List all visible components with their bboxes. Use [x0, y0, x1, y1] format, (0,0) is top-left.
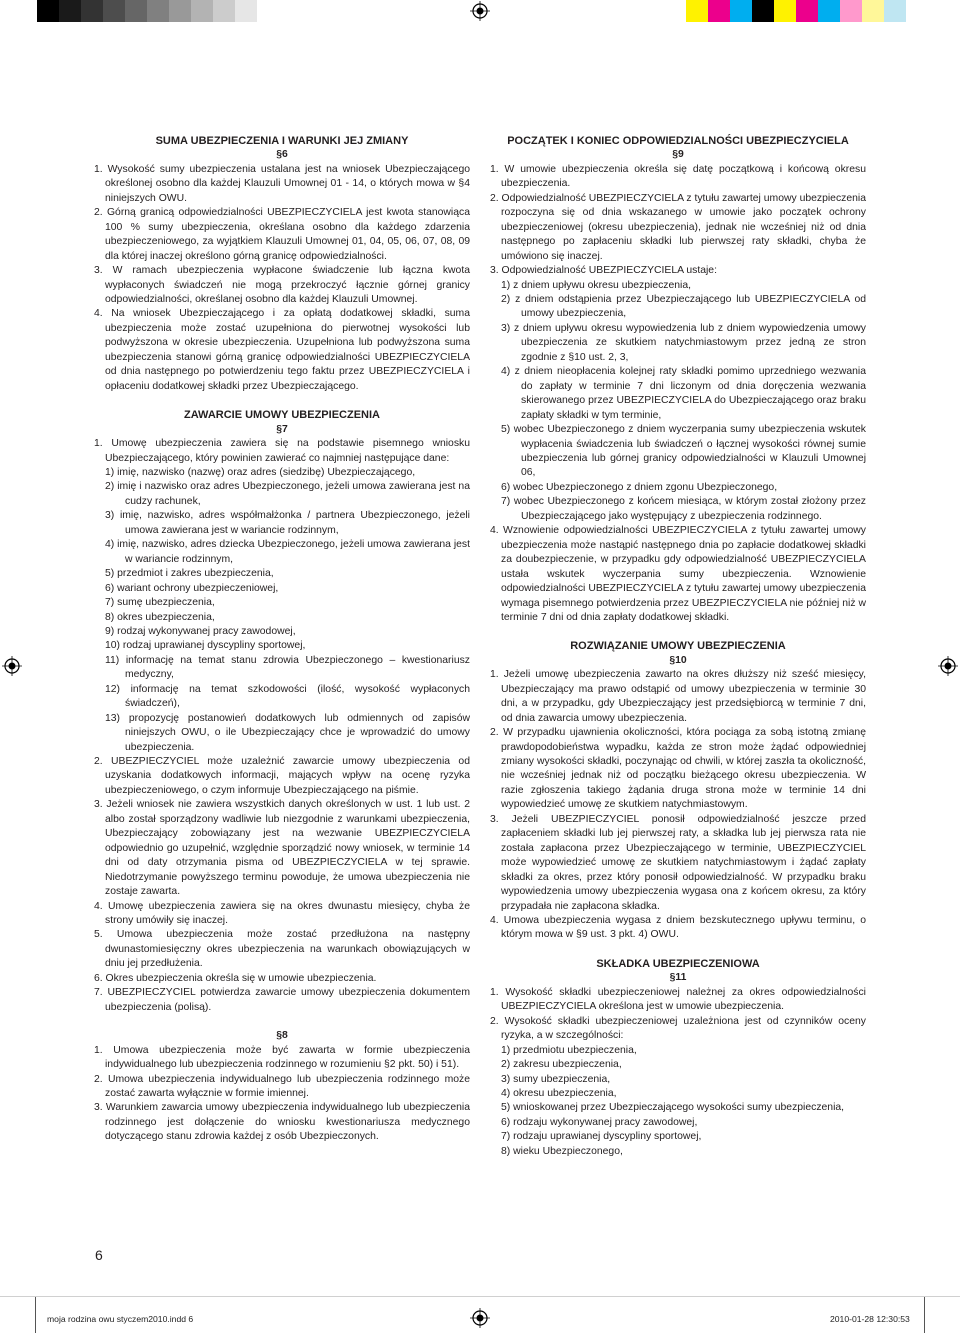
sub-clause: 1) imię, nazwisko (nazwę) oraz adres (siedzibę) Ubezpieczającego,: [105, 466, 416, 478]
sub-clause: 6) rodzaju wykonywanej pracy zawodowej,: [501, 1116, 698, 1128]
sub-clause: 4) okresu ubezpieczenia,: [501, 1088, 617, 1099]
right-column: [490, 134, 866, 1159]
sub-clause: 2) imię i nazwisko oraz adres Ubezpieczonego, jeżeli umowa zawierana jest na cudzy rachunek,: [105, 481, 470, 507]
gray-swatch: [213, 0, 235, 22]
clause: 4. Umowę ubezpieczenia zawiera się na okres dwunastu miesięcy, chyba że strony umówiły się inaczej.: [94, 900, 470, 927]
sub-clause: 5) wnioskowanej przez Ubezpieczającego wysokości sumy ubezpieczenia,: [501, 1102, 845, 1114]
sub-clause: 9) rodzaj wykonywanej pracy zawodowej,: [105, 625, 296, 637]
clause: 5. Umowa ubezpieczenia może zostać przedłużona na następny dwunastomiesięczny okres ubezpieczenia na warunkach obowiązujących w dniu jej przedłużenia.: [94, 929, 470, 970]
registration-mark-top-icon: [470, 1, 490, 21]
sub-clause: 12) informację na temat szkodowości (ilość, wysokość wypłaconych świadczeń),: [105, 683, 470, 710]
gray-swatch: [103, 0, 125, 22]
section-title: SKŁADKA UBEZPIECZENIOWA: [596, 957, 760, 970]
sub-clause: 13) propozycję postanowień dodatkowych lub odmiennych od zapisów niniejszych OWU, o ile Ubezpieczający chce je wprowadzić do umowy ubezpieczenia.: [105, 712, 470, 753]
sub-clause: 1) z dniem upływu okresu ubezpieczenia,: [501, 279, 692, 291]
footer-datetime: 2010-01-28 12:30:53: [830, 1314, 910, 1324]
sub-clause: 8) okres ubezpieczenia,: [105, 611, 215, 623]
gray-swatch: [37, 0, 59, 22]
sub-clause: 10) rodzaj uprawianej dyscypliny sportowej,: [105, 640, 306, 652]
sub-clause: 2) z dniem odstąpienia przez Ubezpieczającego lub UBEZPIECZYCIELA od umowy ubezpieczenia,: [501, 293, 866, 320]
sub-clause: 11) informację na temat stanu zdrowia Ubezpieczonego – kwestionariusz medyczny,: [105, 654, 470, 681]
sub-clause: 8) wieku Ubezpieczonego,: [501, 1145, 623, 1157]
color-swatch: [730, 0, 752, 22]
paragraph-number: §11: [669, 972, 687, 984]
color-swatch: [774, 0, 796, 22]
gray-swatch: [59, 0, 81, 22]
clause: 1. Umowa ubezpieczenia może być zawarta w formie ubezpieczenia indywidualnego lub ubezpieczenia rodzinnego w rozumieniu §2 pkt. 50) i 51).: [94, 1044, 470, 1071]
left-column: [94, 134, 470, 1145]
footer-filename: moja rodzina owu styczem2010.indd 6: [47, 1314, 194, 1324]
color-swatch: [840, 0, 862, 22]
page-number: 6: [95, 1247, 103, 1263]
sub-clause: 5) wobec Ubezpieczonego z dniem wyczerpania sumy ubezpieczenia wskutek wypłacenia świadczenia lub świadczeń o łącznej wysokości równej sumie ubezpieczenia lub górnej granicy odpowiedzialności w Klauzuli Umownej 06,: [501, 424, 866, 479]
clause: 1. Wysokość sumy ubezpieczenia ustalana jest na wniosek Ubezpieczającego określonej osobno dla każdej Klauzuli Umownej 01 - 14, o których mowa w §4 niniejszych OWU.: [94, 163, 470, 204]
gray-swatch: [169, 0, 191, 22]
section-title: ROZWIĄZANIE UMOWY UBEZPIECZENIA: [570, 640, 786, 653]
paragraph-number: §7: [276, 423, 288, 435]
clause: 3. Odpowiedzialność UBEZPIECZYCIELA ustaje:: [490, 265, 717, 277]
clause: 4. Wznowienie odpowiedzialności UBEZPIECZYCIELA z tytułu zawartej umowy ubezpieczenia może nastąpić następnego dnia po zapłacie dodatkowej składki za doubezpieczenie, w przypadku gdy odpowiedzialność UBEZPIECZYCIELA ustała wskutek wyczerpania sumy ubezpieczenia. Wznowienie odpowiedzialności UBEZPIECZYCIELA z tytułu zawartej umowy ubezpieczenia wymaga pisemnego potwierdzenia przez UBEZPIECZYCIELA nie później niż w terminie 7 dni od dnia zapłaty dodatkowej składki.: [490, 525, 866, 623]
color-swatch: [884, 0, 906, 22]
gray-swatch: [147, 0, 169, 22]
color-swatch: [796, 0, 818, 22]
color-swatch: [708, 0, 730, 22]
clause: 1. Jeżeli umowę ubezpieczenia zawarto na okres dłuższy niż sześć miesięcy, Ubezpieczający ma prawo odstąpić od umowy ubezpieczenia w terminie 30 dni, a w przypadku, gdy Ubezpieczający jest przedsiębiorcą w terminie 7 dni, od dnia zawarcia umowy ubezpieczenia.: [490, 669, 866, 724]
sub-clause: 7) sumę ubezpieczenia,: [105, 597, 215, 609]
sub-clause: 1) przedmiotu ubezpieczenia,: [501, 1044, 637, 1056]
sub-clause: 6) wobec Ubezpieczonego z dniem zgonu Ubezpieczonego,: [501, 481, 778, 493]
sub-clause: 4) imię, nazwisko, adres dziecka Ubezpieczonego, jeżeli umowa zawierana jest w wariancie rodzinnym,: [105, 539, 471, 565]
section-title: SUMA UBEZPIECZENIA I WARUNKI JEJ ZMIANY: [155, 135, 409, 147]
clause: 4. Na wniosek Ubezpieczającego i za opłatą dodatkowej składki, suma ubezpieczenia może zostać uzupełniona do pierwotnej wysokości lub podwyższona w okresie ubezpieczenia. Uzupełniona lub podwyższona suma ubezpieczenia stanowi górną granicę odpowiedzialności UBEZPIECZYCIELA od dnia następnego po potwierdzeniu tego faktu przez UBEZPIECZYCIELA i opłaceniu dodatkowej składki przez Ubezpieczającego.: [94, 308, 470, 392]
clause: 2. Górną granicą odpowiedzialności UBEZPIECZYCIELA jest kwota stanowiąca 100 % sumy ubezpieczenia, określana osobno dla każdego zdarzenia ubezpieczeniowego, za wyjątkiem Klauzuli Umownej 01, 04, 05, 06, 07, 08, 09 dla której inaczej określono górną granicę odpowiedzialności.: [94, 207, 470, 262]
clause: 3. Warunkiem zawarcia umowy ubezpieczenia indywidualnego lub ubezpieczenia rodzinnego jest dołączenie do wniosku kwestionariusza medycznego dotyczącego stanu zdrowia każdej z osób Ubezpieczonych.: [94, 1102, 470, 1143]
color-swatch: [818, 0, 840, 22]
color-swatch: [752, 0, 774, 22]
gray-swatch: [191, 0, 213, 22]
clause: 6. Okres ubezpieczenia określa się w umowie ubezpieczenia.: [94, 972, 377, 984]
grayscale-calibration-bar: [37, 0, 257, 22]
clause: 3. Jeżeli wniosek nie zawiera wszystkich danych określonych w ust. 1 lub ust. 2 albo został sporządzony wadliwie lub niezgodnie z warunkami ubezpieczenia, Ubezpieczający zobowiązany jest na wezwanie UBEZPIECZYCIELA odpowiednio go uzupełnić, względnie sporządzić nowy wniosek, w terminie 14 dni od daty otrzymania pisma od UBEZPIECZYCIELA w tej sprawie. Niedotrzymanie powyższego terminu powoduje, że umowa ubezpieczenia nie zostaje zawarta.: [94, 799, 470, 898]
color-swatch: [686, 0, 708, 22]
color-swatch: [862, 0, 884, 22]
section-title: POCZĄTEK I KONIEC ODPOWIEDZIALNOŚCI UBEZPIECZYCIELA: [507, 135, 849, 147]
clause: 2. W przypadku ujawnienia okoliczności, która pociąga za sobą istotną zmianę prawdopodobieństwa wypadku, każda ze stron może żądać odpowiedniej zmiany wysokości składki, poczynając od chwili, w której zaszła ta okoliczność, nie wcześniej jednak niż od początku bieżącego okresu ubezpieczenia. W razie zgłoszenia takiego żądania druga strona może w terminie 14 dni wypowiedzieć umowę ze skutkiem natychmiastowym.: [490, 727, 866, 811]
clause: 1. Wysokość składki ubezpieczeniowej należnej za okres odpowiedzialności UBEZPIECZYCIELA określona jest w umowie ubezpieczenia.: [490, 986, 866, 1013]
gray-swatch: [81, 0, 103, 22]
sub-clause: 6) wariant ochrony ubezpieczeniowej,: [105, 582, 279, 594]
sub-clause: 3) sumy ubezpieczenia,: [501, 1073, 611, 1085]
clause: 1. Umowę ubezpieczenia zawiera się na podstawie pisemnego wniosku Ubezpieczającego, który powinien zawierać co najmniej następujące dane:: [94, 438, 470, 464]
sub-clause: 7) rodzaju uprawianej dyscypliny sportowej,: [501, 1131, 702, 1143]
clause: 4. Umowa ubezpieczenia wygasa z dniem bezskutecznego upływu terminu, o którym mowa w §9 ust. 3 pkt. 4) OWU.: [490, 915, 866, 941]
gray-swatch: [125, 0, 147, 22]
clause: 2. Wysokość składki ubezpieczeniowej uzależniona jest od czynników oceny ryzyka, a w szczególności:: [490, 1015, 866, 1042]
sub-clause: 3) z dniem upływu okresu wypowiedzenia lub z dniem wypowiedzenia umowy ubezpieczenia ze skutkiem natychmiastowym przez jedną ze stron zgodnie z §10 ust. 2, 3,: [501, 322, 866, 363]
clause: 3. W ramach ubezpieczenia wypłacone świadczenie lub łączna kwota wypłaconych świadczeń nie mogą przekroczyć łącznie górnej granicy odpowiedzialności, określanej osobno dla każdej Klauzuli Umownej.: [94, 265, 470, 305]
paragraph-number: §10: [669, 654, 687, 666]
color-calibration-bar: [686, 0, 906, 22]
section-title: ZAWARCIE UMOWY UBEZPIECZENIA: [184, 409, 380, 422]
sub-clause: 2) zakresu ubezpieczenia,: [501, 1059, 622, 1071]
paragraph-number: §9: [672, 149, 684, 161]
clause: 7. UBEZPIECZYCIEL potwierdza zawarcie umowy ubezpieczenia dokumentem ubezpieczenia (polisą).: [94, 987, 470, 1013]
registration-mark-right-icon: [938, 656, 958, 676]
clause: 2. UBEZPIECZYCIEL może uzależnić zawarcie umowy ubezpieczenia od uzyskania dodatkowych informacji, mających wpływ na ocenę ryzyka ubezpieczeniowego, o czym informuje Ubezpieczającego na piśmie.: [94, 756, 470, 796]
paragraph-number: §8: [276, 1030, 288, 1042]
sub-clause: 3) imię, nazwisko, adres współmałżonka / partnera Ubezpieczonego, jeżeli umowa zawierana jest w wariancie rodzinnym,: [105, 510, 470, 536]
gray-swatch: [235, 0, 257, 22]
paragraph-number: §6: [276, 149, 288, 161]
clause: 2. Umowa ubezpieczenia indywidualnego lub ubezpieczenia rodzinnego może zostać zawarta wyłącznie w formie imiennej.: [94, 1073, 470, 1099]
sub-clause: 4) z dniem nieopłacenia kolejnej raty składki pomimo uprzedniego wezwania do zapłaty w terminie 7 dni liczonym od dnia doręczenia wezwania skierowanego przez UBEZPIECZYCIELA do Ubezpieczającego oraz braku zapłaty składki w tym terminie,: [501, 366, 866, 421]
clause: 3. Jeżeli UBEZPIECZYCIEL ponosił odpowiedzialność jeszcze przed zapłaceniem składki lub jej pierwszej raty, a składka lub jej pierwsza rata nie została zapłacona przez Ubezpieczającego w terminie, UBEZPIECZYCIEL może wypowiedzieć umowę ze skutkiem natychmiastowym i żądać zapłaty składki za okres, przez który ponosił odpowiedzialność. W przypadku braku wypowiedzenia umowy ubezpieczenia wygasa ona z końcem okresu, za który przypadała nie zapłacona składka.: [490, 813, 866, 912]
sub-clause: 5) przedmiot i zakres ubezpieczenia,: [105, 568, 274, 580]
clause: 1. W umowie ubezpieczenia określa się datę początkową i końcową okresu ubezpieczenia.: [490, 163, 866, 190]
registration-mark-left-icon: [2, 656, 22, 676]
clause: 2. Odpowiedzialność UBEZPIECZYCIELA z tytułu zawartej umowy ubezpieczenia rozpoczyna się od dnia wskazanego w umowie jako początek ochrony ubezpieczeniowej (okresu ubezpieczenia), jednak nie wcześniej niż od dnia następnego po zapłaceniu składki lub pierwszej raty składki, chyba że umówiono się inaczej.: [490, 192, 866, 262]
sub-clause: 7) wobec Ubezpieczonego z końcem miesiąca, w którym został złożony przez Ubezpieczającego jako występujący z ubezpieczenia rodzinnego.: [501, 496, 866, 522]
